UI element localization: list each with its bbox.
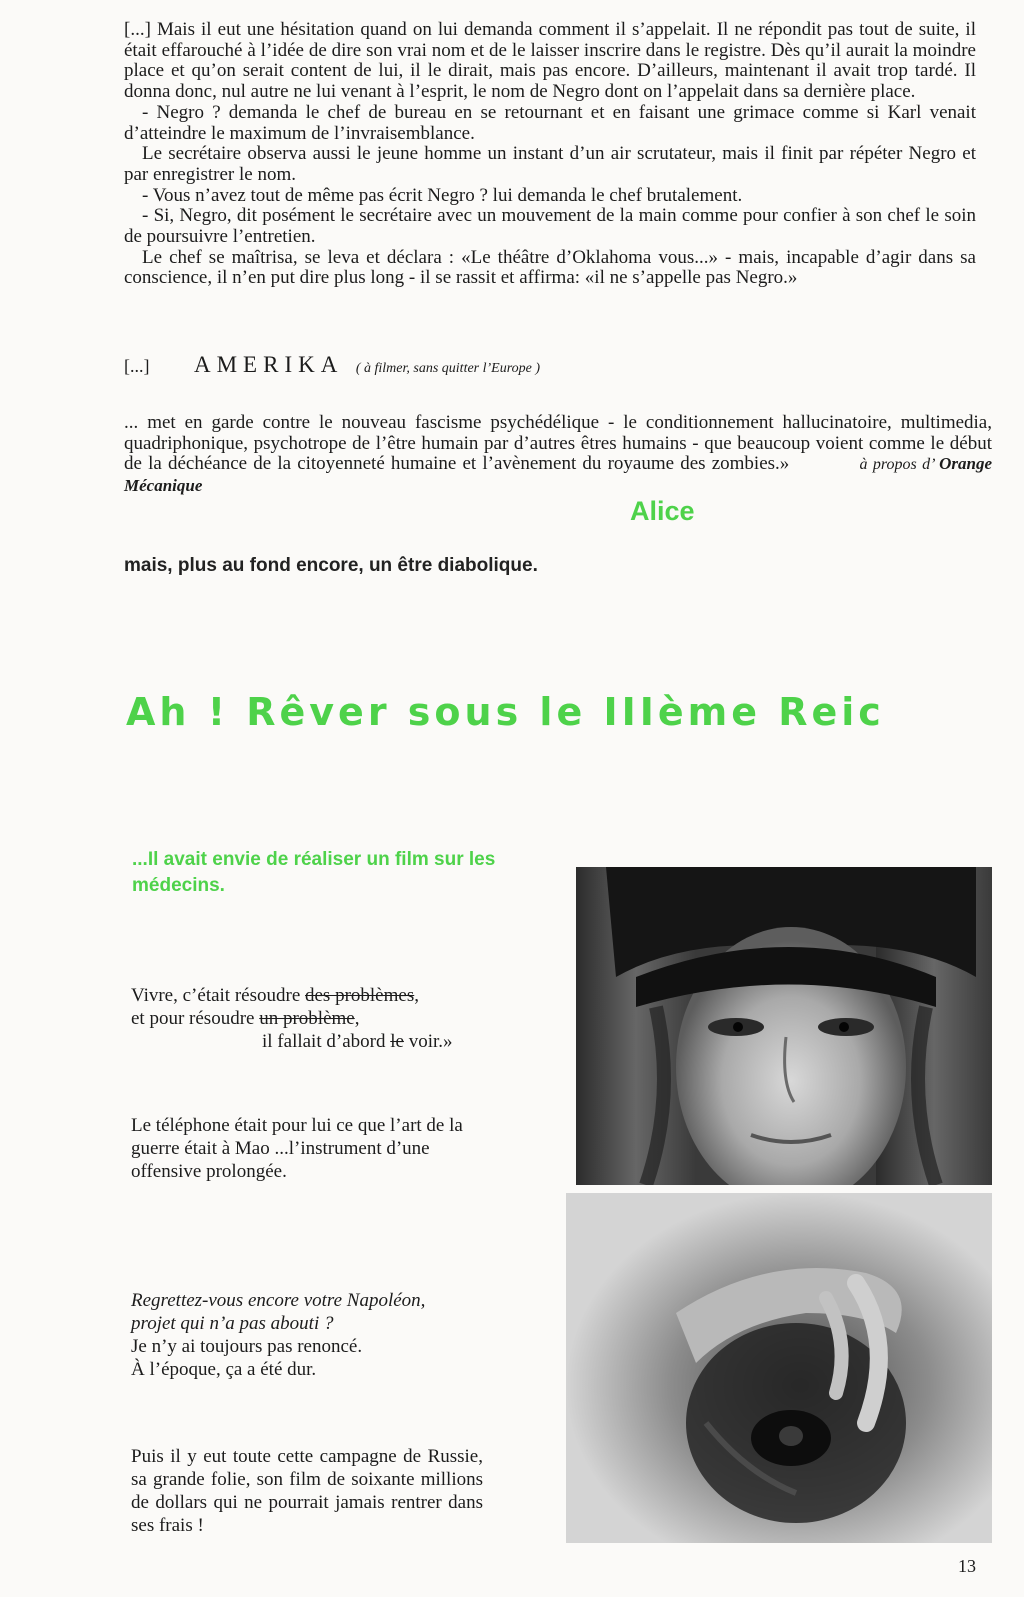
vivre-line-1: Vivre, c’était résoudre des problèmes, [131, 985, 419, 1006]
excerpt-paragraph: Le chef se maîtrisa, se leva et déclara : «Le théâtre d’Oklahoma vous...» - mais, incapable d’agir dans sa conscience, il n’en put dire plus long - il se rassit et affirma: «il ne s’appelle pas Negro.» [124, 246, 976, 289]
vivre-quote [131, 984, 511, 1053]
diabolical-line: mais, plus au fond encore, un être diabolique. [124, 555, 538, 576]
green-subtitle: ...Il avait envie de réaliser un film sur les médecins. [132, 849, 496, 896]
attribution-prefix: à propos d’ [859, 456, 934, 474]
page-number: 13 [958, 1556, 976, 1576]
vivre-line-3: il fallait d’abord le voir.» [262, 1031, 453, 1052]
interview-question: projet qui n’a pas abouti ? [131, 1313, 334, 1334]
struck-text: des problèmes [305, 985, 415, 1006]
ellipsis-marker: [...] [124, 356, 150, 376]
excerpt-paragraph: [...] Mais il eut une hésitation quand on lui demanda comment il s’appelait. Il ne répondit pas tout de suite, il était effarouché à l’idée de dire son vrai nom et de le laisser inscrire dans le registre. Dès qu’il aurait la moindre place et qu’on serait content de lui, il le dirait, mais pas encore. D’ailleurs, maintenant il avait trop tardé. Il donna donc, nul autre ne lui venant à l’esprit, le nom de Negro dont on l’appelait dans sa dernière place. [124, 19, 976, 103]
alice-label: Alice [630, 496, 695, 526]
excerpt-paragraph: - Vous n’avez tout de même pas écrit Negro ? lui demanda le chef brutalement. [142, 184, 743, 206]
russie-paragraph: Puis il y eut toute cette campagne de Russie, sa grande folie, son film de soixante millions de dollars qui ne pourrait jamais rentrer dans ses frais ! [131, 1446, 483, 1536]
excerpt-paragraph: - Si, Negro, dit posément le secrétaire avec un mouvement de la main comme pour confier à son chef le soin de poursuivre l’entretien. [124, 205, 976, 248]
top-excerpt [124, 20, 976, 289]
hand-face-photo [566, 1193, 992, 1543]
interview-answer: Je n’y ai toujours pas renoncé. [131, 1336, 363, 1357]
struck-text: un problème [259, 1008, 355, 1029]
interview-question: Regrettez-vous encore votre Napoléon, [131, 1290, 426, 1311]
amerika-title: AMERIKA [194, 352, 344, 377]
struck-text: le [390, 1031, 404, 1052]
amerika-subtitle: ( à filmer, sans quitter l’Europe ) [355, 361, 541, 376]
hand-face-illustration [566, 1193, 992, 1543]
attribution-title: Orange Mécanique [124, 454, 993, 496]
quote-text: ... met en garde contre le nouveau fascisme psychédélique - le conditionnement hallucinatoire, multimedia, quadriphonique, psychotrope de l’être humain par d’autres êtres humains - que beaucoup voient comme le début de la déchéance de la citoyenneté humaine et l’avènement du royaume des zombies.» [124, 412, 992, 475]
portrait-photo [576, 867, 992, 1185]
telephone-paragraph: Le téléphone était pour lui ce que l’art de la guerre était à Mao ...l’instrument d’une offensive prolongée. [131, 1115, 463, 1182]
portrait-illustration [576, 867, 992, 1185]
excerpt-paragraph: Le secrétaire observa aussi le jeune homme un instant d’un air scrutateur, mais il finit par répéter Negro et par enregistrer le nom. [124, 143, 976, 185]
vivre-line-2: et pour résoudre un problème, [131, 1008, 360, 1029]
fascism-quote [124, 413, 992, 498]
napoleon-interview [131, 1289, 511, 1381]
page-headline: Ah ! Rêver sous le IIIème Reic [126, 690, 885, 734]
amerika-heading [124, 352, 540, 378]
interview-answer: À l’époque, ça a été dur. [131, 1359, 317, 1380]
excerpt-paragraph: - Negro ? demanda le chef de bureau en se retournant et en faisant une grimace comme si Karl venait d’atteindre le maximum de l’invraisemblance. [124, 101, 976, 144]
